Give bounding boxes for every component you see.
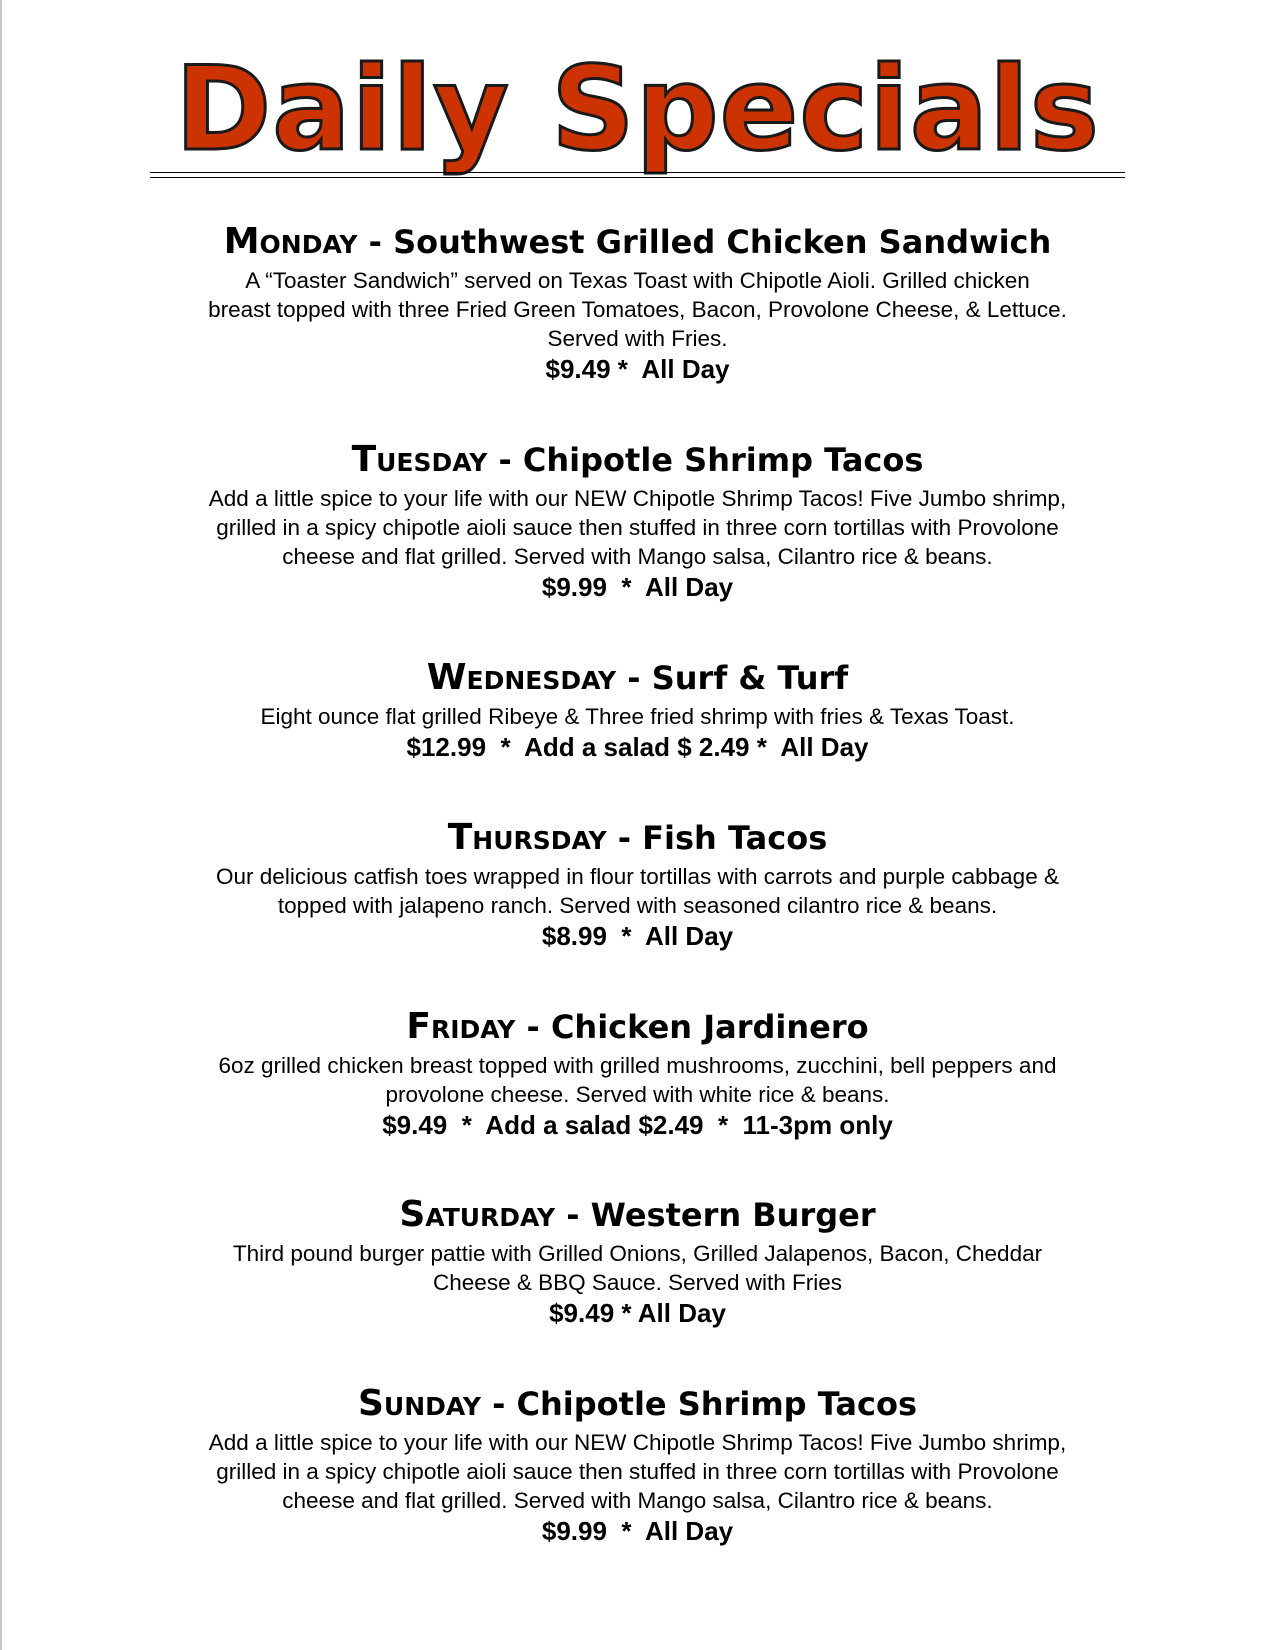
special-tuesday <box>0 440 1275 603</box>
special-dish: - Fish Tacos <box>606 819 828 857</box>
special-heading <box>0 818 1275 858</box>
description-line: grilled in a spicy chipotle aioli sauce then stuffed in three corn tortillas with Provolone <box>216 1459 1059 1484</box>
special-heading <box>0 440 1275 480</box>
description-line: breast topped with three Fried Green Tomatoes, Bacon, Provolone Cheese, & Lettuce. <box>208 297 1067 322</box>
special-sunday <box>0 1384 1275 1547</box>
description-line: Add a little spice to your life with our NEW Chipotle Shrimp Tacos! Five Jumbo shrimp, <box>208 486 1067 511</box>
description-line: topped with jalapeno ranch. Served with seasoned cilantro rice & beans. <box>277 893 998 918</box>
title-underline-bottom <box>150 177 1125 178</box>
description-line: 6oz grilled chicken breast topped with grilled mushrooms, zucchini, bell peppers and <box>218 1053 1057 1078</box>
special-heading <box>0 1195 1275 1235</box>
page-title: Daily Specials <box>175 42 1100 177</box>
description-line: Our delicious catfish toes wrapped in flour tortillas with carrots and purple cabbage & <box>216 864 1059 889</box>
special-dish: - Southwest Grilled Chicken Sandwich <box>357 223 1052 261</box>
description-line: Add a little spice to your life with our NEW Chipotle Shrimp Tacos! Five Jumbo shrimp, <box>208 1430 1067 1455</box>
special-dish: - Chipotle Shrimp Tacos <box>487 441 924 479</box>
special-description <box>0 1428 1275 1515</box>
description-line: Cheese & BBQ Sauce. Served with Fries <box>433 1270 842 1295</box>
special-monday <box>0 222 1275 385</box>
special-description <box>0 1239 1275 1297</box>
special-price: $9.99 * All Day <box>541 572 734 602</box>
special-dish: - Western Burger <box>555 1196 876 1234</box>
description-line: cheese and flat grilled. Served with Mango salsa, Cilantro rice & beans. <box>282 544 993 569</box>
special-day: Tuesday <box>351 439 488 480</box>
special-description <box>0 862 1275 920</box>
special-day: Saturday <box>399 1194 556 1235</box>
special-dish: - Chipotle Shrimp Tacos <box>480 1385 918 1423</box>
special-day: Sunday <box>357 1383 481 1424</box>
special-heading <box>0 1384 1275 1424</box>
description-line: cheese and flat grilled. Served with Mango salsa, Cilantro rice & beans. <box>282 1488 993 1513</box>
special-description <box>0 484 1275 571</box>
special-day: Monday <box>223 221 358 262</box>
description-line: Third pound burger pattie with Grilled Onions, Grilled Jalapenos, Bacon, Cheddar <box>232 1241 1043 1266</box>
special-description <box>0 266 1275 353</box>
special-day: Friday <box>406 1006 516 1047</box>
special-thursday <box>0 818 1275 952</box>
special-dish: - Chicken Jardinero <box>515 1008 869 1046</box>
description-line: Eight ounce flat grilled Ribeye & Three fried shrimp with fries & Texas Toast. <box>260 704 1015 729</box>
special-heading <box>0 222 1275 262</box>
special-price: $9.49 * All Day <box>549 1298 726 1328</box>
special-dish: - Surf & Turf <box>616 659 849 697</box>
special-day: Wednesday <box>426 657 617 698</box>
description-line: provolone cheese. Served with white rice & beans. <box>385 1082 890 1107</box>
description-line: A “Toaster Sandwich” served on Texas Toast with Chipotle Aioli. Grilled chicken <box>245 268 1030 293</box>
description-line: Served with Fries. <box>547 326 728 351</box>
special-description <box>0 702 1275 731</box>
special-heading <box>0 1007 1275 1047</box>
title-underline-top <box>150 172 1125 173</box>
special-description <box>0 1051 1275 1109</box>
special-saturday <box>0 1195 1275 1329</box>
special-friday <box>0 1007 1275 1141</box>
special-price: $9.99 * All Day <box>541 1516 734 1546</box>
special-heading <box>0 658 1275 698</box>
description-line: grilled in a spicy chipotle aioli sauce then stuffed in three corn tortillas with Provolone <box>216 515 1059 540</box>
special-price: $12.99 * Add a salad $ 2.49 * All Day <box>406 732 869 762</box>
special-wednesday <box>0 658 1275 763</box>
special-day: Thursday <box>447 817 607 858</box>
special-price: $8.99 * All Day <box>541 921 734 951</box>
special-price: $9.49 * Add a salad $2.49 * 11-3pm only <box>382 1110 893 1140</box>
special-price: $9.49 * All Day <box>545 354 730 384</box>
